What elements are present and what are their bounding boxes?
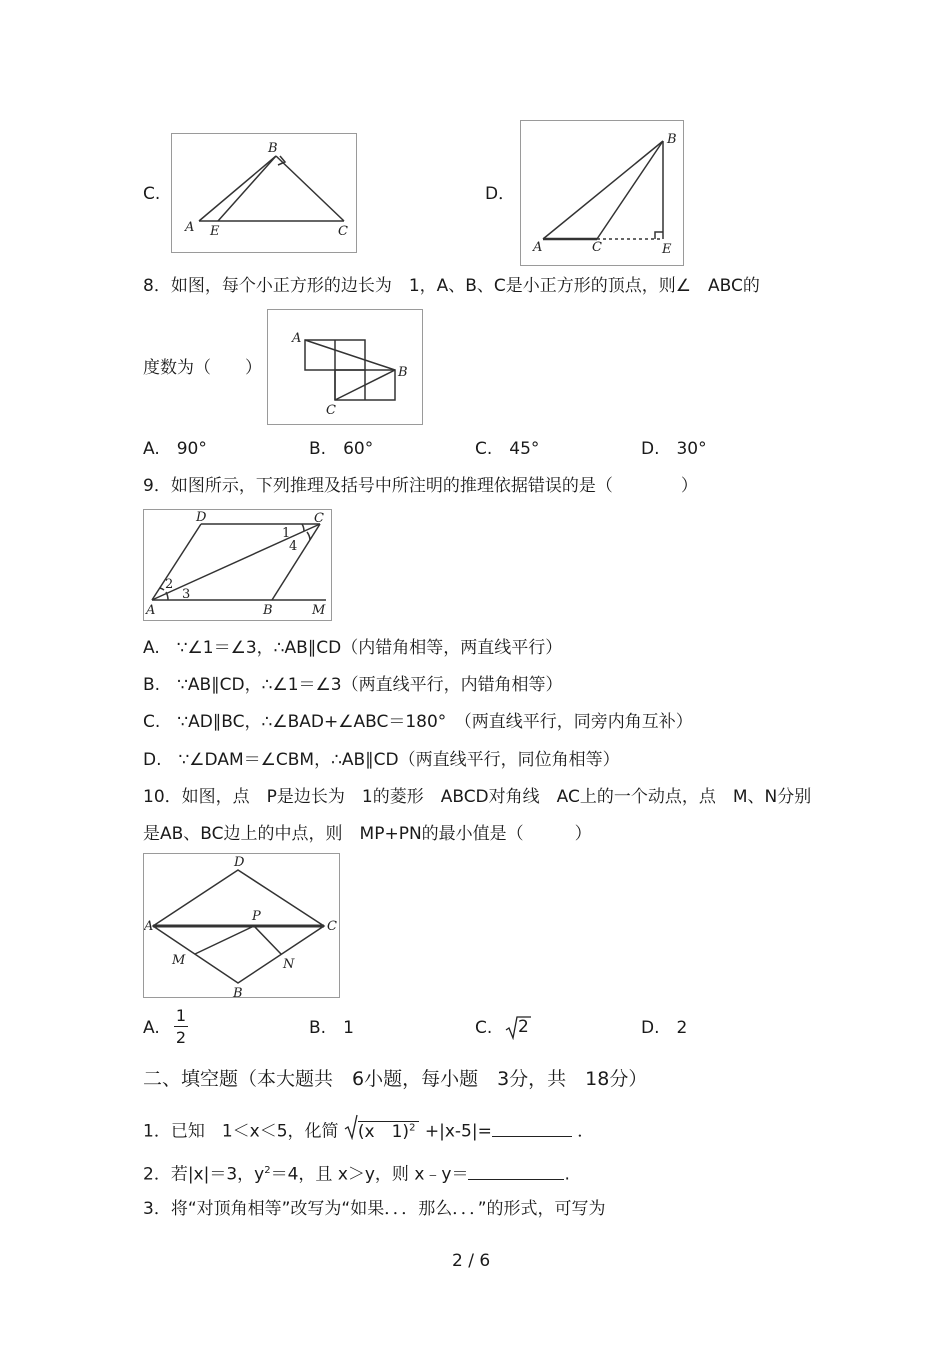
fig10-label-p: P xyxy=(252,909,261,924)
q8-stem-line1: 8．如图，每个小正方形的边长为 1，A、B、C是小正方形的顶点，则∠ ABC的 xyxy=(143,276,760,296)
sqrt-radicand: 2 xyxy=(518,1017,529,1037)
fraction-bar xyxy=(174,1026,188,1027)
q8-option-b: B. 60° xyxy=(309,439,374,459)
q9-figure xyxy=(143,509,332,621)
fill-q2-exponent: 2 xyxy=(264,1165,271,1176)
fig9-label-a: A xyxy=(146,603,156,618)
fill-q1-answer-blank[interactable] xyxy=(492,1120,572,1137)
q7-option-c-label: C. xyxy=(143,184,161,204)
q7-figure-c xyxy=(171,133,357,253)
q8-option-c: C. 45° xyxy=(475,439,540,459)
fig-d-label-e: E xyxy=(662,242,672,257)
fig9-angle-4: 4 xyxy=(289,539,298,554)
fig8-label-c: C xyxy=(326,403,336,418)
section2-heading: 二、填空题（本大题共 6小题，每小题 3分，共 18分） xyxy=(143,1068,648,1090)
fig9-angle-1: 1 xyxy=(282,526,291,541)
fig10-label-d: D xyxy=(234,855,245,870)
fraction-denominator: 2 xyxy=(175,1028,187,1047)
q10-option-d: D. 2 xyxy=(641,1018,688,1038)
fig9-angle-2: 2 xyxy=(165,577,174,592)
fig10-label-n: N xyxy=(283,957,295,972)
fig-c-label-a: A xyxy=(185,220,195,235)
q10-stem-line2: 是AB、BC边上的中点，则 MP+PN的最小值是（ ） xyxy=(143,824,592,844)
q8-option-a: A. 90° xyxy=(143,439,207,459)
fill-q1-prefix: 1．已知 1＜x＜5，化简 xyxy=(143,1121,339,1142)
q10-figure xyxy=(143,853,340,998)
fig-c-label-b: B xyxy=(268,141,278,156)
q9-stem: 9．如图所示，下列推理及括号中所注明的推理依据错误的是（ ） xyxy=(143,476,698,496)
fill-q1-suffix: +|x-5|= xyxy=(424,1121,492,1142)
q10-option-a-label: A. xyxy=(143,1018,160,1038)
fill-q2-end: . xyxy=(564,1164,570,1185)
q10-option-a-fraction xyxy=(174,1006,188,1047)
fill-q1-exponent: 2 xyxy=(409,1122,416,1133)
fig10-label-c: C xyxy=(327,919,337,934)
fill-q1-end: ． xyxy=(577,1121,595,1142)
fill-q2-answer-blank[interactable] xyxy=(468,1163,564,1180)
q8-stem-line2: 度数为（ ） xyxy=(143,358,262,378)
fill-q2-prefix: 2．若|x|＝3，y xyxy=(143,1164,265,1185)
page-number: 2 / 6 xyxy=(452,1251,491,1271)
fig9-label-d: D xyxy=(196,510,207,525)
fill-q1-radicand xyxy=(358,1121,420,1142)
fig9-label-c: C xyxy=(314,511,324,526)
q9-option-c: C. ∵AD∥BC，∴∠BAD+∠ABC＝180° （两直线平行，同旁内角互补） xyxy=(143,712,693,732)
fill-q2 xyxy=(143,1160,570,1186)
fig-c-label-c: C xyxy=(338,224,348,239)
q7-option-d-label: D． xyxy=(485,184,516,204)
fig-d-label-a: A xyxy=(533,240,543,255)
fill-q3: 3．将“对顶角相等”改写为“如果．．．那么．．．”的形式，可写为 xyxy=(143,1199,606,1219)
fig9-angle-3: 3 xyxy=(182,587,191,602)
fraction-numerator: 1 xyxy=(175,1006,187,1025)
q9-option-a: A. ∵∠1＝∠3，∴AB∥CD（内错角相等，两直线平行） xyxy=(143,638,563,658)
fig9-label-b: B xyxy=(263,603,273,618)
fill-q1 xyxy=(143,1117,594,1143)
fill-q1-sqrt xyxy=(344,1117,420,1143)
fig10-label-m: M xyxy=(172,953,186,968)
q7-figure-d xyxy=(520,120,684,266)
fig-d-label-c: C xyxy=(592,240,602,255)
fill-q1-radicand-text: (x 1) xyxy=(357,1121,410,1142)
fill-q2-mid: ＝4，且 x＞y，则 x﹣y＝ xyxy=(270,1164,469,1185)
fig8-label-a: A xyxy=(292,331,302,346)
q9-option-d: D. ∵∠DAM＝∠CBM，∴AB∥CD（两直线平行，同位角相等） xyxy=(143,750,620,770)
q8-figure xyxy=(267,309,423,425)
fig8-label-b: B xyxy=(398,365,408,380)
q10-option-b: B. 1 xyxy=(309,1018,354,1038)
fig-c-label-e: E xyxy=(210,224,220,239)
fig9-label-m: M xyxy=(312,603,326,618)
q10-option-c-sqrt xyxy=(505,1014,531,1040)
q10-stem-line1: 10．如图，点 P是边长为 1的菱形 ABCD对角线 AC上的一个动点，点 M、N分别 xyxy=(143,787,812,807)
sqrt-sign-icon xyxy=(344,1114,358,1140)
fig10-label-a: A xyxy=(144,919,154,934)
q10-option-c-label: C. xyxy=(475,1018,493,1038)
q8-option-d: D. 30° xyxy=(641,439,707,459)
fig10-label-b: B xyxy=(233,986,243,999)
fig-d-label-b: B xyxy=(667,132,677,147)
q9-option-b: B. ∵AB∥CD，∴∠1＝∠3（两直线平行，内错角相等） xyxy=(143,675,563,695)
